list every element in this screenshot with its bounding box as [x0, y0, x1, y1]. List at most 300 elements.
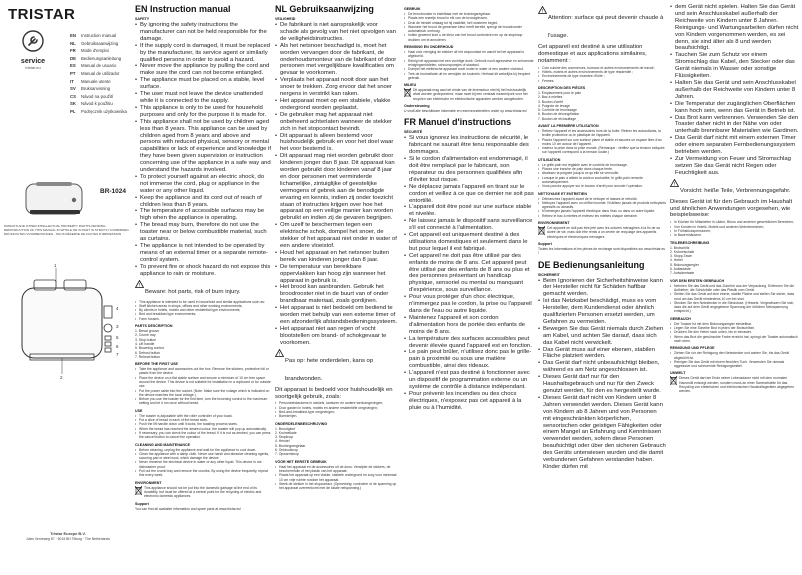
language-item	[70, 55, 132, 63]
list-item: • Coin cuisine des commerces, bureaux et autres environnements de travail ;	[538, 66, 666, 70]
en-use-heading: USE	[135, 408, 143, 413]
french-german-column	[538, 4, 666, 571]
language-label: Mode d'emploi	[81, 48, 109, 54]
fr-intended-list	[538, 66, 666, 83]
de-cleaning-list	[670, 351, 800, 368]
list-item: • Dieses Gerät darf nur für den Haushaltsgebrauch und nur für den Zweck genutzt werden, für den es hergestellt wurde.	[538, 374, 666, 395]
list-item: • If the supply cord is damaged, it must be replaced by the manufacturer, its service agent or similarly qualified persons in order to avoid a hazard.	[135, 43, 271, 64]
weee-bin-icon	[404, 88, 411, 97]
list-item: 3. Stopknop	[275, 435, 294, 440]
list-item: 2. Bac à miettes	[538, 95, 563, 100]
list-item: • Pour prévenir les incendies ou des chocs électriques, n'exposez pas cet appareil à la pluie ou à l'humidité.	[404, 391, 534, 412]
list-item: • In Bauernhäusern.	[670, 233, 800, 237]
language-code: SK	[70, 101, 76, 107]
list-item: • Het apparaat niet aan regen of vocht blootstellen om brand- of schokgevaar te voorkomen.	[275, 326, 398, 347]
list-item: • Von Kunden in Hotels, Motels und anderen Wohnbereichen;	[670, 225, 800, 229]
list-item: • Haal vóór reiniging de stekker uit het stopcontact en wacht tot het apparaat is afgekoeld.	[404, 50, 534, 59]
fr-support-heading: Support	[538, 241, 552, 246]
list-item: • Als het netsnoer beschadigd is, moet het worden vervangen door de fabrikant, de onderhoudsmonteur van de fabrikant of door personen met vergelijkbare kwalificaties om gevaar te voorkomen.	[275, 43, 398, 78]
legal-notice: PATENTS AND OTHER INTELLECTUAL PROPERTY RIGHTS PENDING · REPRODUCTION OF THIS MANUAL IN WHOLE OR IN PART IS STRICTLY FORBIDDEN · DRUKFOUTEN VOORBEHOUDEN · SOUS RÉSERVE DE FAUTES D'IMPRESSION	[4, 224, 131, 237]
warning-icon	[135, 280, 144, 288]
language-item	[70, 47, 132, 55]
fr-title-text: Manuel d'instructions	[418, 117, 512, 128]
list-item: • Dit apparaat mag niet worden gebruikt door kinderen jonger dan 8 jaar. Dit apparaat kan worden gebruikt door kinderen vanaf 8 jaar en door personen met verminderde lichamelijke, zintuiglijke of geestelijke vermogens of gebrek aan de benodigde ervaring en kennis, indien zij onder toezicht staan of instructies krijgen over hoe het apparaat op een veilige manier kan worden gebruikt en indien zij de gevaren begrijpen.	[275, 153, 398, 222]
en-safety-heading: SAFETY	[135, 17, 150, 21]
warning-icon	[670, 179, 679, 187]
model-number: BR-1024	[100, 188, 127, 195]
list-item: 4. Lift handle	[135, 341, 155, 346]
en-title-text: Instruction manual	[150, 4, 231, 14]
list-item: 1. Broodgleuf	[275, 426, 296, 431]
language-code: PL	[70, 108, 76, 114]
de-title-text: Bedienungsanleitung	[553, 259, 645, 270]
list-item: 7. Aufwärmtaste	[670, 271, 695, 276]
list-item: • Never immerse the electrical device in water or any other liquid. This device is not dishwasher proof.	[135, 460, 271, 469]
language-item	[70, 108, 132, 116]
list-item: 2. Crumb tray	[135, 333, 156, 338]
language-code: NL	[70, 40, 76, 46]
list-item: • Verplaats het apparaat nooit door aan het snoer te trekken. Zorg ervoor dat het snoer nergens in verstrikt kan raken.	[275, 77, 398, 98]
nl-parts-heading: ONDERDELENBESCHRIJVING	[275, 421, 328, 426]
list-item: • Tauchen Sie zum Schutz vor einem Stromschlag das Kabel, den Stecker oder das Gerät niemals in Wasser oder sonstige Flüssigkeiten.	[670, 52, 800, 80]
de-intended-intro: Dieses Gerät ist für den Gebrauch im Haushalt und ähnlichen Anwendungen vorgesehen, wie beispielsweise:	[670, 198, 793, 219]
list-item: • Keep the appliance and its cord out of reach of children less than 8 years.	[135, 195, 271, 209]
list-item: • Das Brot kann verbrennen. Verwenden Sie den Toaster daher nicht in der Nähe von oder unterhalb brennbarer Materialien wie Gardinen.	[670, 115, 800, 136]
en-support-heading: Support	[135, 501, 149, 506]
english-column	[135, 4, 271, 571]
service-label: service	[20, 58, 46, 65]
svg-text:!: !	[541, 8, 544, 14]
en-support-text: You can find all available information and spare parts at www.tristar.eu!	[135, 506, 242, 511]
nl-safety-heading: VEILIGHEID	[275, 17, 296, 21]
list-item: • When the bread has reached the desired colour, the toaster will pop up automatically.	[135, 427, 271, 431]
list-item: • Cet appareil est uniquement destiné à des utilisations domestiques et seulement dans le but pour lequel il est fabriqué.	[404, 232, 534, 253]
brand-logo: TRISTAR	[8, 6, 76, 23]
weee-bin-icon	[135, 486, 142, 495]
list-item: • If necessary, you can check the colour of the bread. If it is not as desired, you can press the cancel button to cancel the operation.	[135, 431, 271, 440]
list-item: • Put a slice of bread in each of the bread slots.	[135, 418, 271, 422]
list-item: • Ist das Netzkabel beschädigt, muss es vom Hersteller, dem Kundendienst oder ähnlich qualifizierten Personen ersetzt werden, um Gefahren zu vermeiden.	[538, 298, 666, 326]
list-item: • Hôtels, motels et autres environnements de type résidentiel ;	[538, 70, 666, 74]
de-before-list	[670, 284, 800, 314]
nl-env-heading: MILIEU	[404, 83, 417, 88]
list-item: 1. Bread groove	[135, 329, 160, 334]
list-item: 1. Brotschlitz	[670, 245, 690, 250]
list-item: • Die Temperatur der zugänglichen Oberflächen kann hoch sein, wenn das Gerät in Betrieb ist.	[670, 101, 800, 115]
list-item: • Door gasten in hotels, motels en andere residentiële omgevingen;	[275, 406, 398, 410]
en-intended-list	[135, 300, 271, 321]
language-list	[70, 32, 132, 116]
list-item: • Push the lift handle down until it locks; the toasting process starts.	[135, 422, 271, 426]
list-item: • dem Gerät nicht spielen. Halten Sie das Gerät und sein Anschlusskabel außerhalb der Reichweite von Kindern unter 8 Jahren. Reinigungs- und Wartungsarbeiten dürfen nicht von Kindern vorgenommen werden, es sei denn, sie sind älter als 8 und werden beaufsichtigt.	[670, 4, 800, 52]
list-item: • Le pain peut brûler, n'utilisez donc pas le grille-pain à proximité ou sous une matière combustible, ainsi des rideaux.	[404, 349, 534, 370]
nl-intended-list	[275, 401, 398, 418]
list-item: • Haal het apparaat en de accessoires uit de doos. Verwijder de stickers, de beschermfolie of het plastic van het apparaat.	[275, 465, 398, 474]
list-item: • The appliance must be placed on a stable, level surface.	[135, 77, 271, 91]
list-item: • Pull out the crumb tray and remove the crumbs. By using the device frequently, repeat this every week.	[135, 469, 271, 478]
nl-title	[275, 4, 398, 14]
language-item	[70, 70, 132, 78]
list-item: 2. Kruimellade	[275, 430, 297, 435]
list-item: • This appliance shall not be used by children aged less than 8 years. This appliance can be used by children aged from 8 years and above and persons with reduced physical, sensory or mental capabilities or lack of experience and knowledge if they have been given supervision or instruction concerning use of the appliance in a safe way and understand the hazards involved.	[135, 119, 271, 174]
de-cleaning-heading: REINIGUNG UND PFLEGE	[670, 346, 715, 351]
list-item: • This appliance is only to be used for household purposes and only for the purpose it is made for.	[135, 105, 271, 119]
list-item: • Placez une tranche de pain dans chaque fente.	[538, 167, 666, 171]
list-item: • Nehmen Sie das Gerät und das Zubehör aus der Verpackung. Entfernen Sie die Aufkleber, die Schutzfolie oder das Plastik vom Gerät.	[670, 284, 800, 293]
list-item: 4. Hendel	[275, 439, 290, 444]
list-item: 5. Browning control	[135, 346, 165, 351]
list-item: • Steek de stekker in het stopcontact. (Opmerking: controleer of de spanning op het apparaat overeenkomt met de lokale netspanning.)	[275, 482, 398, 491]
list-item: • Stecken Sie den Netzstecker in die Steckdose. (Hinweis: Vergewissern Sie sich, dass die auf dem Gerät angegebene Spannung der örtlichen Netzspannung entspricht.)	[670, 301, 800, 314]
fr-before-list	[538, 129, 666, 155]
warning-icon	[538, 6, 547, 14]
de-safety-heading: SICHERHEIT	[538, 272, 560, 277]
nl-env-row	[404, 88, 534, 101]
list-item: • Houd het apparaat en het netsnoer buiten bereik van kinderen jonger dan 8 jaar.	[275, 250, 398, 264]
de-use-list	[670, 322, 800, 343]
list-item: • De gebruiker mag het apparaat niet onbeheerd achterlaten wanneer de stekker zich in het stopcontact bevindt.	[275, 112, 398, 133]
en-parts-list	[135, 329, 271, 359]
list-item: • L'appareil doit être posé sur une surface stable et nivelée.	[404, 204, 534, 218]
weee-bin-icon	[538, 226, 545, 235]
service-badge	[8, 30, 58, 70]
list-item: • Retirez le bac à miettes et enlevez les miettes chaque semaine.	[538, 214, 666, 218]
list-item: • L'appareil n'est pas destiné à fonctionner avec un dispositif de programmation externe ou un système de contrôle à distance indépendant.	[404, 370, 534, 391]
de-use-heading: GEBRAUCH	[670, 316, 691, 321]
list-item: • The user must not leave the device unattended while it is connected to the supply.	[135, 91, 271, 105]
fig-label-2: 2	[60, 375, 63, 380]
nl-title-text: Gebruiksaanwijzing	[289, 4, 374, 14]
list-item: • Trek de kruimellade uit en verwijder de kruimels. Herhaal dit wekelijks bij frequent gebruik.	[404, 72, 534, 81]
fr-use-heading: UTILISATION	[538, 157, 561, 162]
nl-before-heading: VÓÓR HET EERSTE GEBRUIK	[275, 459, 327, 464]
fig-label-1: 1	[54, 263, 57, 268]
en-env-row	[135, 486, 271, 499]
list-item: • Het brood kan aanbranden. Gebruik het broodrooster niet in de buurt van of onder brandbaar materiaal, zoals gordijnen.	[275, 284, 398, 305]
list-item: 4. Hebel	[670, 258, 683, 263]
list-item: • Reinigen Sie das Gerät mit einem feuchten Tuch. Verwenden Sie niemals aggressive und scheuernde Reinigungsmittel.	[670, 360, 800, 369]
de-warning-text: Vorsicht: heiße Teile, Verbrennungsgefahr.	[680, 187, 791, 194]
fr-parts-heading: DESCRIPTION DES PIÈCES	[538, 85, 586, 90]
en-warning	[135, 280, 271, 298]
fr-code: FR	[404, 117, 416, 128]
fr-title	[404, 117, 534, 127]
language-label: Manual de usuario	[81, 63, 117, 69]
list-item: • Zur Vermeidung von Feuer und Stromschlag setzen Sie das Gerät nicht Regen oder Feuchtigkeit aus.	[670, 156, 800, 177]
language-item	[70, 62, 132, 70]
list-item: • Ne laissez jamais le dispositif sans surveillance s'il est connecté à l'alimentation.	[404, 218, 534, 232]
list-item: 2. Krümelschale	[670, 249, 695, 254]
dutch-french-column	[404, 4, 534, 571]
svg-text:!: !	[138, 282, 141, 288]
list-item: • Het apparaat is niet bedoeld om bediend te worden met behulp van een externe timer of een afzonderlijk afstandsbedieningssysteem.	[275, 305, 398, 326]
list-item: • Place the device on a flat stable surface and ensure a minimum of 10 cm free space around the device. This device is not suitable for installation in a cupboard or for outside use.	[135, 376, 271, 389]
de-parts-heading: TEILEBESCHREIBUNG	[670, 240, 710, 245]
language-code: CS	[70, 93, 76, 99]
de-code: DE	[538, 259, 551, 270]
list-item: • Das Gerät darf nicht mit einem externen Timer oder einem separaten Fernbedienungssystem betrieben werden.	[670, 135, 800, 156]
list-item: • N'immergez jamais l'appareil électrique dans l'eau ou dans un autre liquide.	[538, 209, 666, 213]
de-env-text: Dieses Gerät darf am Ende seiner Lebensdauer nicht mit dem normalen Hausmüll entsorgt werden, sondern muss an einer Sammelstelle für das Recycling von elektrischen und elektronischen Haushaltsgeräten abgegeben werden.	[679, 376, 794, 394]
en-parts-heading: PARTS DESCRIPTION	[135, 324, 173, 329]
de-safety-cont-list	[670, 4, 800, 177]
fr-warning	[538, 6, 666, 42]
list-item: • Farm houses.	[135, 317, 271, 321]
en-cleaning-heading: CLEANING AND MAINTENANCE	[135, 442, 190, 447]
list-item: • Dompel het elektrische apparaat nooit onder in water of een andere vloeistof.	[404, 67, 534, 71]
fig-label-7: 7	[116, 352, 119, 357]
list-item: 7. Reheat button	[135, 354, 161, 359]
de-parts-list	[670, 246, 800, 276]
svg-text:!: !	[278, 351, 281, 357]
language-label: Instruction manual	[81, 33, 117, 38]
language-label: Manuale utente	[81, 78, 111, 84]
fr-intended-intro: Cet appareil est destiné à une utilisation domestique et aux applications similaires, notamment :	[538, 44, 647, 64]
language-label: Gebruiksaanwijzing	[81, 40, 119, 46]
warning-icon	[275, 349, 284, 357]
list-item: • Halten Sie das Gerät und sein Anschlusskabel außerhalb der Reichweite von Kindern unter 8 Jahren.	[670, 80, 800, 101]
list-item: • Si le cordon d'alimentation est endommagé, il doit être remplacé par le fabricant, son réparateur ou des personnes qualifiées afin d'éviter tout risque.	[404, 156, 534, 184]
list-item: • Before cleaning, unplug the appliance and wait for the appliance to cool down.	[135, 448, 271, 452]
list-item: • Bed and breakfast type environments;	[135, 312, 271, 316]
fr-env-row	[538, 226, 666, 239]
language-label: Bedienungsanleitung	[81, 55, 122, 61]
en-before-list	[135, 367, 271, 406]
list-item: • Never move the appliance by pulling the cord and make sure the cord can not become entangled.	[135, 63, 271, 77]
list-item: • Environnements de type chambre d'hôte ;	[538, 74, 666, 78]
fig-label-5: 5	[116, 335, 119, 340]
list-item: • De temperatuur van bereikbare oppervlakken kan hoog zijn wanneer het apparaat in gebruik is.	[275, 264, 398, 285]
language-code: DE	[70, 55, 76, 61]
language-code: PT	[70, 70, 76, 76]
list-item: • Stellen Sie das Gerät auf eine ebene, stabile Fläche und stellen Sie sicher, dass rund um das Gerät mindestens 10 cm frei sind.	[670, 292, 800, 301]
language-label: Návod k použitiu	[81, 101, 113, 107]
list-item: • The bread may burn, therefore do not use the toaster near or below combustible material, such as curtains.	[135, 222, 271, 243]
nl-before-list	[275, 465, 398, 491]
language-label: Manual de utilizador	[81, 70, 120, 76]
list-item: • Maintenez l'appareil et son cordon d'alimentation hors de portée des enfants de moins de 8 ans.	[404, 315, 534, 336]
footer-address	[4, 532, 132, 541]
language-label: Podręcznik użytkownika	[81, 108, 127, 114]
nl-safety-list	[275, 22, 398, 347]
nl-support-heading: Ondersteuning	[404, 104, 430, 109]
list-item: • Ziehen Sie vor der Reinigung den Netzstecker und warten Sie, bis das Gerät abgekühlt ist.	[670, 351, 800, 360]
en-env-text: This appliance should not be put into the domestic garbage at the end of its durability, but must be offered at a central point for the recycling of electric and electronic domestic appliances.	[144, 485, 262, 499]
list-item: • Cet appareil ne doit pas être utilisé par des enfants de moins de 8 ans. Cet appareil peut être utilisé par des enfants de 8 ans ou plus et des personnes présentant un handicap physique, sensoriel ou mental ou manquant d'expérience, sous surveillance.	[404, 253, 534, 294]
list-item: 6. Defrost button	[135, 350, 161, 355]
fr-use-list	[538, 163, 666, 189]
service-url[interactable]: tristar.eu	[25, 65, 41, 70]
en-title	[135, 4, 271, 14]
list-item: • Abaissez la poignée jusqu'à ce qu'elle se verrouille.	[538, 171, 666, 175]
list-item: • Lorsque le pain a atteint la couleur souhaitée, le grille-pain remonte automatiquement.	[538, 176, 666, 185]
list-item: 3. Stop button	[135, 337, 157, 342]
de-title	[538, 260, 666, 270]
list-item: 6. Bouton de décongélation	[538, 112, 580, 117]
fr-safety-list	[404, 135, 534, 411]
nl-parts-list	[275, 427, 398, 457]
list-item: • By ignoring the safety instructions the manufacturer can not be held responsible for the damage.	[135, 22, 271, 43]
weee-bin-icon	[670, 376, 677, 385]
language-code: SV	[70, 86, 76, 92]
nl-use-list	[404, 12, 534, 42]
list-item: • Das Gerät darf nicht unbeaufsichtigt bleiben, während es am Netz angeschlossen ist.	[538, 360, 666, 374]
de-warning	[670, 179, 800, 197]
list-item: • To prevent fire or shock hazard do not expose this appliance to rain or moisture.	[135, 264, 271, 278]
nl-intended-intro: Dit apparaat is bedoeld voor huishoudelijk en soortgelijk gebruik, zoals:	[275, 386, 393, 400]
footer-company: Tristar Europe B.V.	[50, 531, 86, 536]
list-item: • Si vous ignorez les instructions de sécurité, le fabricant ne saurait être tenu responsable des dommages.	[404, 135, 534, 156]
language-item	[70, 78, 132, 86]
en-cleaning-list	[135, 448, 271, 478]
en-warning-text: Beware: hot parts, risk of burn injury.	[145, 288, 241, 295]
en-use-list	[135, 414, 271, 440]
language-code: EN	[70, 33, 76, 38]
list-item: • The appliance is not intended to be operated by means of an external timer or a separate remote-control system.	[135, 243, 271, 264]
list-item: • Placez l'appareil sur une surface plane et stable et assurez un espace libre d'au moins 10 cm autour de l'appareil.	[538, 138, 666, 147]
de-safety-list	[538, 278, 666, 471]
list-item: • In Küchen für Mitarbeiter in Läden, Büros und anderen gewerblichen Bereichen;	[670, 220, 800, 224]
nl-cleaning-heading: REINIGING EN ONDERHOUD	[404, 45, 454, 50]
nl-code: NL	[275, 4, 287, 14]
de-env-row	[670, 376, 800, 393]
list-item: • Take the appliance and accessories out the box. Remove the stickers, protective foil or plastic from the device.	[135, 367, 271, 376]
svg-text:!: !	[673, 181, 676, 187]
en-safety-list	[135, 22, 271, 278]
nl-cleaning-list	[404, 50, 534, 80]
list-item: • Retirez l'appareil et les accessoires hors de la boîte. Retirez les autocollants, la feuille protectrice ou le plastique de l'appareil.	[538, 129, 666, 138]
language-item	[70, 100, 132, 108]
language-item	[70, 40, 132, 48]
en-env-heading: ENVIRONMENT	[135, 480, 162, 485]
list-item: • To protect yourself against an electric shock, do not immerse the cord, plug or appliance in the water or any other liquid.	[135, 174, 271, 195]
language-item	[70, 32, 132, 40]
nl-warning-text: Pas op: hete onderdelen, kans op brandwonden.	[285, 357, 374, 382]
fr-cleaning-list	[538, 197, 666, 218]
list-item: • Débranchez l'appareil avant de le nettoyer et laissez-le refroidir.	[538, 197, 666, 201]
list-item: • Clean the appliance with a damp cloth. Never use harsh and abrasive cleaning agents, scouring pad or steel wool, which damage the device.	[135, 452, 271, 461]
german-column	[670, 4, 800, 571]
list-item: 4. Poignée de levage	[538, 103, 570, 108]
fig-label-3: 3	[116, 324, 119, 329]
list-item: • Fermes.	[538, 79, 666, 83]
list-item: • Plaats een sneetje brood in elk van de broodgleuven.	[404, 16, 534, 20]
list-item: • Before you use the toaster for the first time, turn the browning control to the maximum setting and let it run once without bread.	[135, 397, 271, 406]
de-before-heading: VOR DEM ERSTEN GEBRAUCH	[670, 278, 725, 283]
list-item: 6. Ontdooiknop	[275, 448, 298, 453]
list-item: • Plaats het apparaat op een vlakke, stabiele ondergrond en zorg voor minimaal 10 cm vrije ruimte rondom het apparaat.	[275, 473, 398, 482]
list-item: 5. Bräunungsregler	[670, 262, 699, 267]
fr-env-text: Cet appareil ne doit pas être jeté avec les ordures ménagères à la fin de sa durée de vie, mais doit être remis à un centre de recyclage des appareils électriques et électroniques ménagers.	[547, 226, 660, 239]
fr-support-text: Toutes les informations et les pièces de rechange sont disponibles sur www.tristar.eu !	[538, 246, 666, 256]
list-item: • De broodrooster is instelbaar met de bruiningsregelaar.	[404, 12, 534, 16]
fr-before-heading: AVANT LA PREMIÈRE UTILISATION	[538, 123, 599, 128]
list-item: • Bed-and-breakfast-type omgevingen;	[275, 410, 398, 414]
en-code: EN	[135, 4, 148, 14]
list-item: 1. Emplacement pour le pain	[538, 90, 582, 95]
language-label: Návod na použití	[81, 93, 114, 99]
de-intended-list	[670, 220, 800, 237]
language-item	[70, 93, 132, 101]
list-item: 6. Auftautaste	[670, 267, 691, 272]
language-code: IT	[70, 78, 74, 84]
en-before-heading: BEFORE THE FIRST USE	[135, 362, 178, 367]
wrench-icon	[8, 30, 58, 56]
list-item: • Het apparaat moet op een stabiele, vlakke ondergrond worden geplaatst.	[275, 98, 398, 112]
list-item: • Dieses Gerät darf nicht von Kindern unter 8 Jahren verwendet werden. Dieses Gerät kann von Kindern ab 8 Jahren und von Personen mit eingeschränkten körperlichen, sensorischen oder geistigen Fähigkeiten oder einem Mangel an Erfahrung und Kenntnissen verwendet werden, sofern diese Personen beaufsichtigt oder über den sicheren Gebrauch des Geräts unterwiesen wurden und die damit verbundenen Gefahren verstanden haben. Kinder dürfen mit	[538, 395, 666, 471]
list-item: • Le grille-pain est réglable avec le contrôle de brunissage.	[538, 163, 666, 167]
nl-env-text: Dit apparaat mag aan het einde van de levensduur niet bij het huishoudelijk afval worden gedeponeerd, maar moet bij een centraal inzamelpunt voor het recyclen van elektrische en elektronische apparaten worden aangeboden.	[413, 88, 528, 101]
list-item: • Ne déplacez jamais l'appareil en tirant sur le cordon et veillez à ce que ce dernier ne soit pas entortillé.	[404, 184, 534, 205]
list-item: • Legen Sie eine Scheibe Brot in jeden der Brotschlitze.	[670, 326, 800, 330]
list-item: 7. Opwarmknop	[275, 452, 299, 457]
cover-column	[0, 0, 132, 575]
fr-warning-text: Attention: surface qui peut devenir chaude à l'usage.	[548, 15, 664, 39]
list-item: • Drücken Sie den Hebel nach unten, bis er einrastet.	[670, 330, 800, 334]
list-item: • Indien gewenst kunt u de kleur van het brood controleren en op de stopknop drukken om te annuleren.	[404, 33, 534, 42]
list-item: • Staff kitchen areas in shops, offices and other working environments;	[135, 304, 271, 308]
list-item: 7. Bouton de réchauffage	[538, 116, 577, 121]
parts-diagram	[16, 262, 128, 382]
list-item: • Druk de hendel omlaag tot hij vastklikt; het roosteren begint.	[404, 21, 534, 25]
list-item: • Beim Ignorieren der Sicherheitshinweise kann der Hersteller nicht für Schäden haftbar gemacht werden.	[538, 278, 666, 299]
list-item: • Bewegen Sie das Gerät niemals durch Ziehen am Kabel, und achten Sie darauf, dass sich das Kabel nicht verwickelt.	[538, 326, 666, 347]
list-item: • Wenn das Brot die gewünschte Farbe erreicht hat, springt der Toaster automatisch nach oben.	[670, 335, 800, 344]
fr-cleaning-heading: NETTOYAGE ET ENTRETIEN	[538, 191, 587, 196]
list-item: • This appliance is intended to be used in household and similar applications such as:	[135, 300, 271, 304]
language-label: Bruksanvisning	[81, 86, 111, 92]
list-item: • Der Toaster ist mit dem Bräunungsregler einstellbar.	[670, 322, 800, 326]
list-item: • Das Gerät muss auf einer ebenen, stabilen Fläche platziert werden.	[538, 347, 666, 361]
nl-warning	[275, 349, 398, 385]
list-item: 5. Contrôle de brunissage	[538, 108, 577, 113]
list-item: • Reinig het apparaat met een vochtige doek. Gebruik nooit agressieve en schurende reinigingsmiddelen, schuursponsjes of staalwol.	[404, 59, 534, 68]
list-item: • Dit apparaat is alleen bestemd voor huishoudelijk gebruik en voor het doel waar het voor bestemd is.	[275, 133, 398, 154]
fr-env-heading: ENVIRONNEMENT	[538, 221, 570, 226]
list-item: • Wanneer het brood de gewenste kleur heeft bereikt, springt de broodrooster automatisch omhoog.	[404, 25, 534, 34]
list-item: • Pour vous protéger d'un choc électrique, n'immergez pas le cordon, la prise ou l'appareil dans de l'eau ou autre liquide.	[404, 294, 534, 315]
list-item: • Vous pouvez appuyer sur le bouton d'arrêt pour annuler l'opération.	[538, 184, 666, 188]
list-item: 3. Stopp-Taste	[670, 254, 692, 259]
list-item: • De fabrikant is niet aansprakelijk voor schade als gevolg van het niet opvolgen van de veiligheidsinstructies.	[275, 22, 398, 43]
list-item: • Boerderijen.	[275, 414, 398, 418]
toaster-illustration	[20, 176, 90, 218]
list-item: 3. Bouton d'arrêt	[538, 99, 563, 104]
fr-safety-heading: SÉCURITÉ	[404, 130, 423, 135]
dutch-column	[275, 4, 398, 571]
list-item: • The temperature of accessible surfaces may be high when the appliance is operating.	[135, 208, 271, 222]
fig-label-6: 6	[116, 344, 119, 349]
list-item: • Put the power cable into the socket. (Note: Make sure the voltage which is indicated on the device matches the local voltage.)	[135, 389, 271, 398]
nl-use-heading: GEBRUIK	[404, 7, 421, 11]
list-item: 5. Bruiningsregelaar	[275, 443, 306, 448]
list-item: • The toaster is adjustable with the roller controller of your toast.	[135, 414, 271, 418]
list-item: • Nettoyez l'appareil avec un chiffon humide. N'utilisez jamais de produits nettoyants agressifs ou abrasifs.	[538, 201, 666, 210]
fig-label-4: 4	[116, 306, 119, 311]
nl-support-text: U vindt alle beschikbare informatie en reserveonderdelen onder op www.tristar.eu!	[404, 109, 528, 114]
de-env-heading: UMWELT	[670, 371, 686, 376]
list-item: • Insérez la prise dans la prise murale. (Remarque : vérifiez que la tension indiquée sur l'appareil correspond à la tension locale.)	[538, 146, 666, 155]
list-item: • Personeelskeukens in winkels, kantoren en andere werkomgevingen;	[275, 401, 398, 405]
list-item: • By clients in hotels, motels and other residential type environments;	[135, 308, 271, 312]
list-item: • Om uzelf te beschermen tegen een elektrische schok, dompel het snoer, de stekker of het apparaat niet onder in water of een andere vloeistof.	[275, 222, 398, 250]
list-item: • La température des surfaces accessibles peut devenir élevée quand l'appareil est en fonction.	[404, 336, 534, 350]
fr-parts-list	[538, 91, 666, 121]
list-item: • In Frühstückspensionen;	[670, 229, 800, 233]
language-item	[70, 85, 132, 93]
language-code: FR	[70, 48, 76, 54]
footer-street: Jules Verneweg 87 · 5015 BH Tilburg · The Netherlands	[26, 536, 110, 541]
